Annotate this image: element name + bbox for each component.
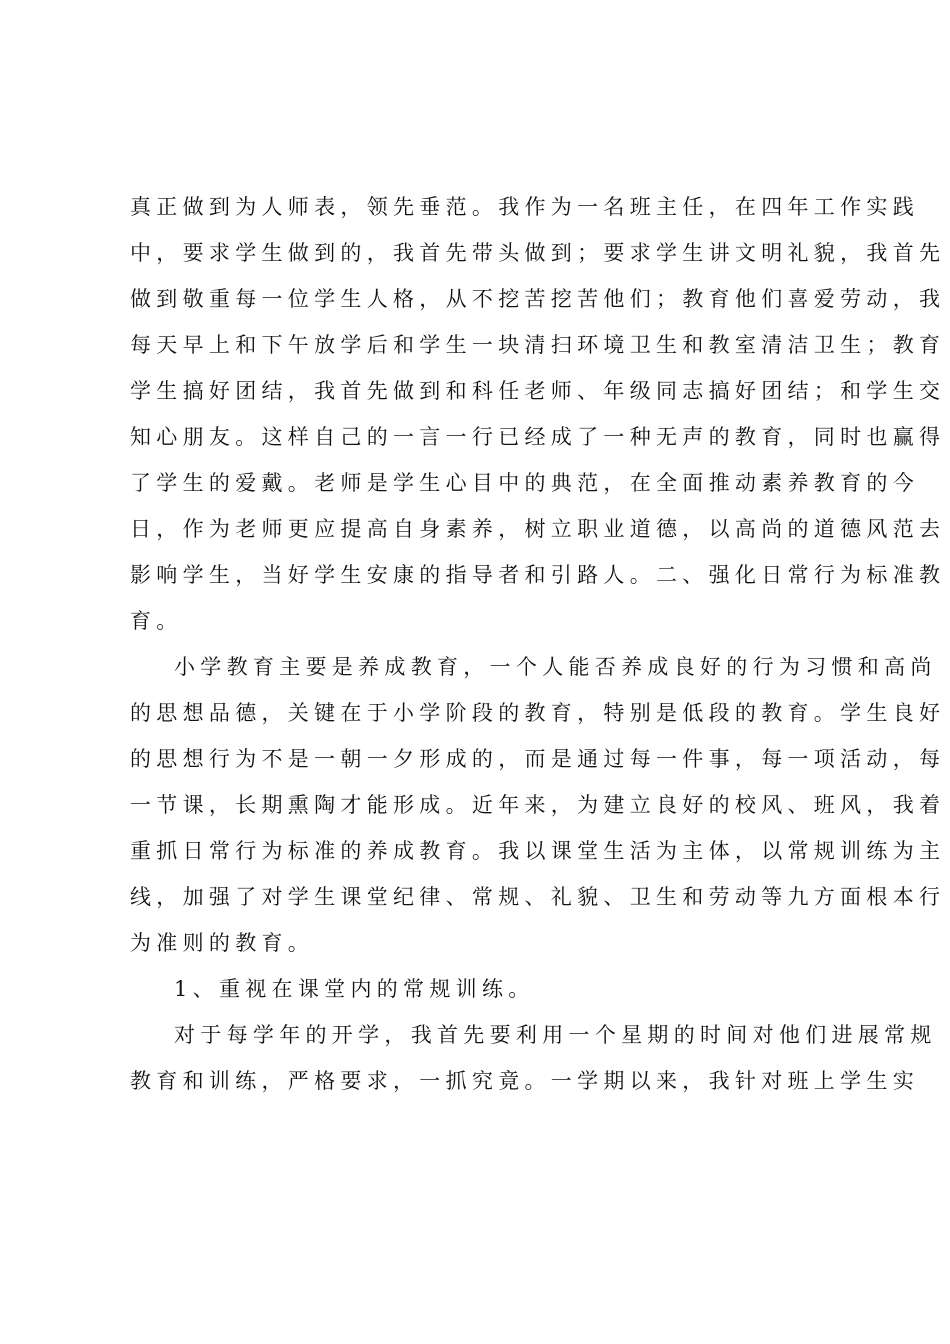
text-line: 小学教育主要是养成教育，一个人能否养成良好的行为习惯和高尚 <box>174 655 937 679</box>
paragraph-3-heading <box>130 966 832 1012</box>
text-line: 真正做到为人师表，领先垂范。我作为一名班主任，在四年工作实践 <box>130 195 919 219</box>
text-line: 一节课，长期熏陶才能形成。近年来，为建立良好的校风、班风，我着 <box>130 793 946 817</box>
section-heading: 1、重视在课堂内的常规训练。 <box>174 977 535 1001</box>
text-line: 育。 <box>130 609 183 633</box>
text-line: 的思想行为不是一朝一夕形成的，而是通过每一件事，每一项活动，每 <box>130 747 946 771</box>
text-line: 中，要求学生做到的，我首先带头做到；要求学生讲文明礼貌，我首先 <box>130 241 946 265</box>
text-line: 线，加强了对学生课堂纪律、常规、礼貌、卫生和劳动等九方面根本行 <box>130 885 946 909</box>
text-line: 知心朋友。这样自己的一言一行已经成了一种无声的教育，同时也赢得 <box>130 425 946 449</box>
document-body <box>130 184 946 1104</box>
text-line: 为准则的教育。 <box>130 931 315 955</box>
text-line: 了学生的爱戴。老师是学生心目中的典范，在全面推动素养教育的今 <box>130 471 919 495</box>
paragraph-2 <box>130 644 946 966</box>
text-line: 每天早上和下午放学后和学生一块清扫环境卫生和教室清洁卫生；教育 <box>130 333 946 357</box>
text-line: 日，作为老师更应提高自身素养，树立职业道德，以高尚的道德风范去 <box>130 517 946 541</box>
text-line: 的思想品德，关键在于小学阶段的教育，特别是低段的教育。学生良好 <box>130 701 946 725</box>
paragraph-4 <box>130 1012 937 1104</box>
text-line: 学生搞好团结，我首先做到和科任老师、年级同志搞好团结；和学生交 <box>130 379 946 403</box>
text-line: 影响学生，当好学生安康的指导者和引路人。二、强化日常行为标准教 <box>130 563 946 587</box>
text-line: 重抓日常行为标准的养成教育。我以课堂生活为主体，以常规训练为主 <box>130 839 946 863</box>
text-line: 教育和训练，严格要求，一抓究竟。一学期以来，我针对班上学生实 <box>130 1069 919 1093</box>
text-line: 对于每学年的开学，我首先要利用一个星期的时间对他们进展常规 <box>174 1023 937 1047</box>
paragraph-1 <box>130 184 946 644</box>
text-line: 做到敬重每一位学生人格，从不挖苦挖苦他们；教育他们喜爱劳动，我 <box>130 287 946 311</box>
